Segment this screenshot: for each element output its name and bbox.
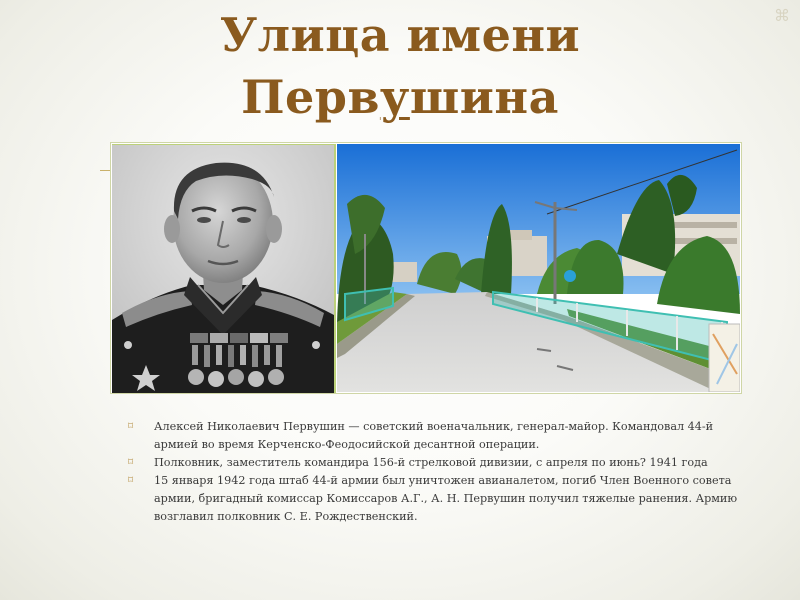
title-line-2-end: шина <box>409 70 559 124</box>
list-item <box>128 454 753 472</box>
bullet-text: 15 января 1942 года штаб 44-й армии был уничтожен авианалетом, погиб Член Военного совета армии, бригадный комиссар Комиссаров А.Г., А. Н. Первушин получил тяжелые ранения. Армию возглавил полковник С. Е. Рождественский. <box>154 474 738 523</box>
slide-title <box>0 4 800 128</box>
bullet-text: Алексей Николаевич Первушин — советский военачальник, генерал-майор. Командовал 44-й армией во время Керченско-Феодосийской десантной операции. <box>154 420 714 451</box>
bullet-list <box>128 418 753 526</box>
bullet-icon: ⌑ <box>128 457 134 468</box>
portrait-illustration <box>112 145 334 393</box>
bullet-icon: ⌑ <box>128 421 134 432</box>
title-line-2-start: Перв <box>241 70 380 124</box>
title-underlined-letter: у <box>379 70 410 124</box>
bullet-text: Полковник, заместитель командира 156-й стрелковой дивизии, с апреля по июнь? 1941 года <box>154 456 708 469</box>
corner-ornament-icon: ⌘ <box>774 6 790 25</box>
title-line-1: Улица имени <box>219 8 581 62</box>
bullet-icon: ⌑ <box>128 475 134 486</box>
street-illustration <box>337 144 740 392</box>
title-line-2 <box>0 66 800 128</box>
list-item <box>128 418 753 454</box>
portrait-photo <box>112 144 336 393</box>
street-photo <box>337 144 740 392</box>
list-item <box>128 472 753 526</box>
